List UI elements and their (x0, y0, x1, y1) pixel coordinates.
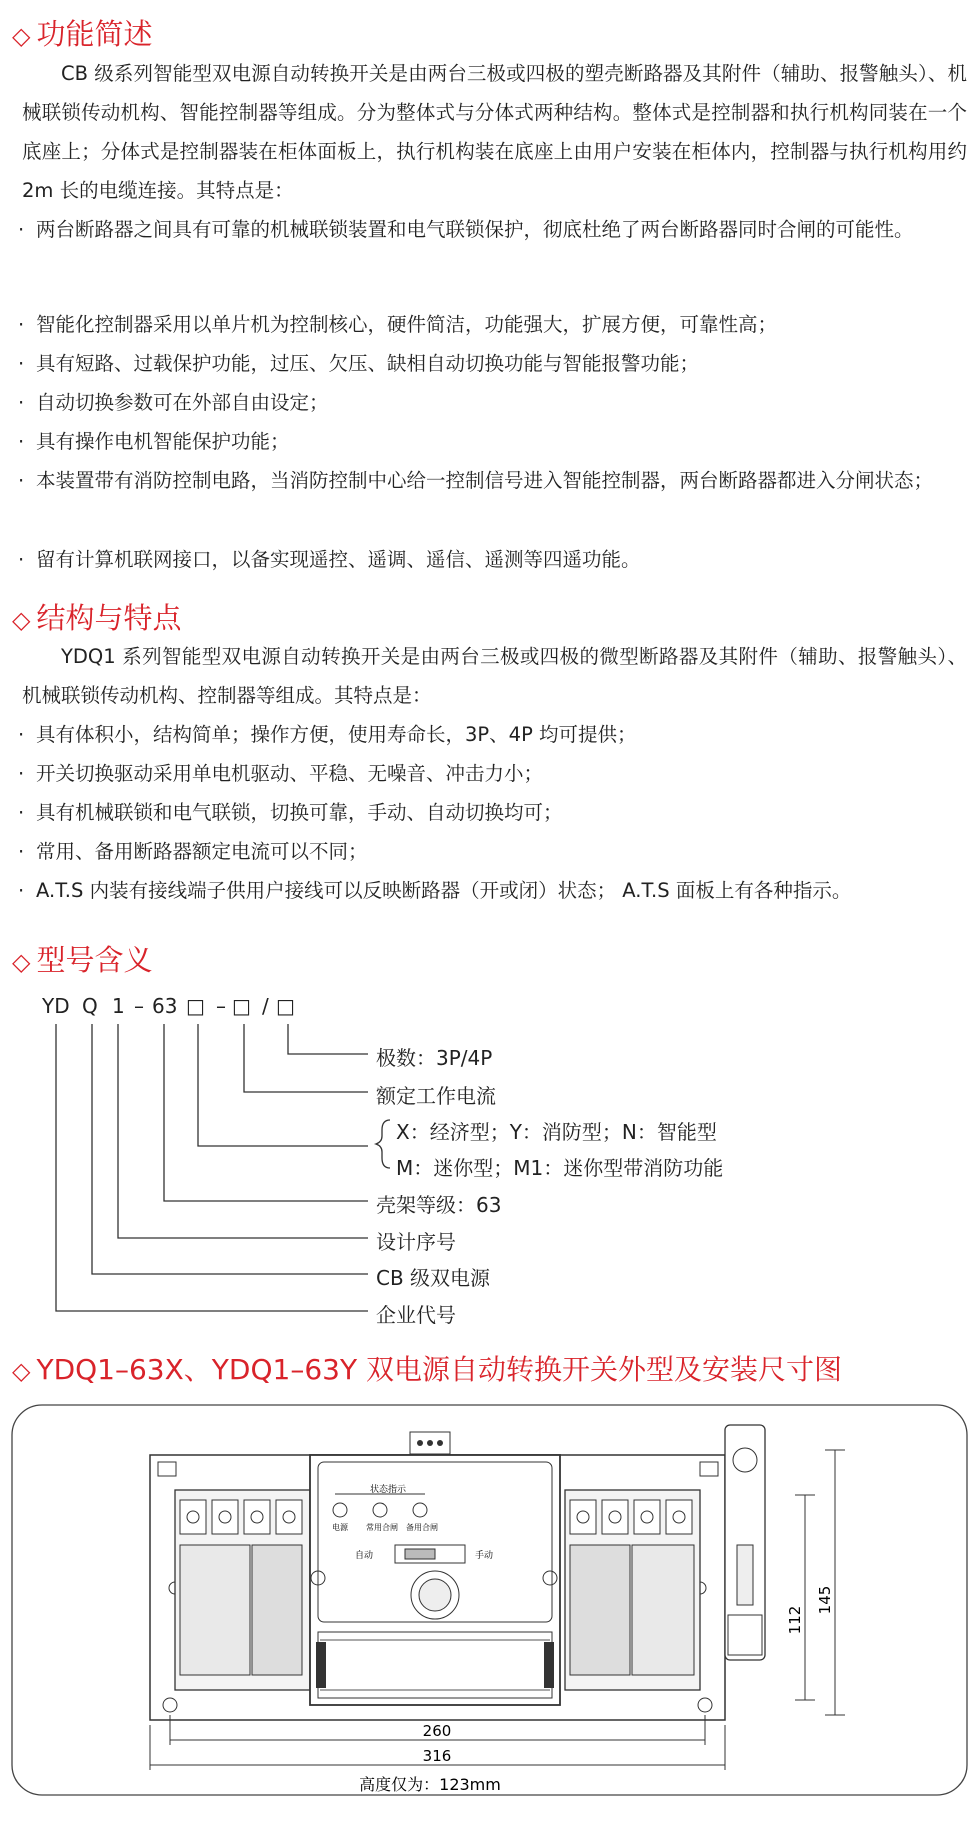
diamond-icon: ◇ (12, 1357, 31, 1385)
list-item: · A.T.S 内装有接线端子供用户接线可以反映断路器（开或闭）状态； A.T.S 面板上有各种指示。 (18, 879, 852, 902)
diamond-icon: ◇ (12, 22, 31, 50)
model-code-63: 63 (152, 994, 178, 1018)
height-caption: 高度仅为：123mm (359, 1775, 501, 1794)
list-item: · 具有体积小，结构简单；操作方便，使用寿命长，3P、4P 均可提供； (18, 723, 637, 746)
list-item: · 留有计算机联网接口，以备实现遥控、遥调、遥信、遥测等四遥功能。 (18, 548, 641, 571)
list-item: · 自动切换参数可在外部自由设定； (18, 391, 329, 414)
list-item: · 本装置带有消防控制电路，当消防控制中心给一控制信号进入智能控制器，两台断路器都进入分闸状态； (18, 469, 934, 492)
svg-text:常用合闸: 常用合闸 (366, 1523, 398, 1532)
model-label-frame: 壳架等级：63 (376, 1193, 502, 1217)
structure-intro: YDQ1 系列智能型双电源自动转换开关是由两台三极或四极的微型断路器及其附件（辅助、报警触头）、机械联锁传动机构、控制器等组成。其特点是： (22, 645, 967, 707)
model-code-box2: □ (232, 994, 251, 1018)
list-item: · 具有短路、过载保护功能，过压、欠压、缺相自动切换功能与智能报警功能； (18, 352, 700, 375)
model-label-design: 设计序号 (376, 1230, 456, 1254)
controller-grille (318, 1632, 552, 1698)
model-label-company: 企业代号 (376, 1303, 456, 1327)
model-label-type-a: X：经济型；Y：消防型；N：智能型 (396, 1120, 717, 1144)
dim-316: 316 (422, 1747, 452, 1765)
svg-text:备用合闸: 备用合闸 (406, 1523, 438, 1532)
model-code-box3: □ (276, 994, 295, 1018)
dim-112: 112 (786, 1605, 804, 1635)
model-label-current: 额定工作电流 (376, 1084, 496, 1108)
section-heading-structure: ◇ 结构与特点 (12, 601, 182, 635)
model-code-dash: – (134, 994, 144, 1018)
svg-text:电源: 电源 (332, 1523, 348, 1532)
list-item: · 具有操作电机智能保护功能； (18, 430, 290, 453)
diamond-icon: ◇ (12, 606, 31, 634)
model-label-poles: 极数：3P/4P (376, 1046, 493, 1070)
model-label-type-b: M：迷你型；M1：迷你型带消防功能 (396, 1156, 724, 1180)
list-item: · 常用、备用断路器额定电流可以不同； (18, 840, 368, 863)
list-item: · 智能化控制器采用以单片机为控制核心，硬件简洁，功能强大，扩展方便，可靠性高； (18, 313, 778, 336)
model-code-q: Q (82, 994, 98, 1018)
section-heading-functions: ◇ 功能简述 (12, 17, 153, 51)
model-code-dash2: – (216, 994, 226, 1018)
model-label-cb: CB 级双电源 (376, 1266, 491, 1290)
list-item: · 两台断路器之间具有可靠的机械联锁装置和电气联锁保护，彻底杜绝了两台断路器同时合闸的可能性。 (18, 218, 914, 241)
svg-text:状态指示: 状态指示 (370, 1485, 407, 1495)
functions-intro: CB 级系列智能型双电源自动转换开关是由两台三极或四极的塑壳断路器及其附件（辅助、报警触头）、机械联锁传动机构、智能控制器等组成。分为整体式与分体式两种结构。整体式是控制器和执行机构同装在一个底座上；分体式是控制器装在柜体面板上，执行机构装在底座上由用户安装在柜体内，控制器与执行机构用约 2m 长的电缆连接。其特点是： (22, 62, 967, 202)
section-heading-dimensions: ◇ YDQ1–63X、YDQ1–63Y 双电源自动转换开关外型及安装尺寸图 (12, 1353, 842, 1386)
section-heading-model: ◇ 型号含义 (12, 943, 153, 977)
dim-260: 260 (422, 1722, 452, 1740)
svg-text:手动: 手动 (475, 1551, 494, 1561)
list-item: · 具有机械联锁和电气联锁，切换可靠，手动、自动切换均可； (18, 801, 563, 824)
model-code-slash: / (262, 994, 269, 1018)
model-code-box1: □ (186, 994, 205, 1018)
diamond-icon: ◇ (12, 948, 31, 976)
model-code-yd: YD (42, 994, 70, 1018)
dim-145: 145 (816, 1585, 834, 1615)
model-code-1: 1 (112, 994, 125, 1018)
svg-text:自动: 自动 (355, 1551, 374, 1561)
list-item: · 开关切换驱动采用单电机驱动、平稳、无噪音、冲击力小； (18, 762, 544, 785)
